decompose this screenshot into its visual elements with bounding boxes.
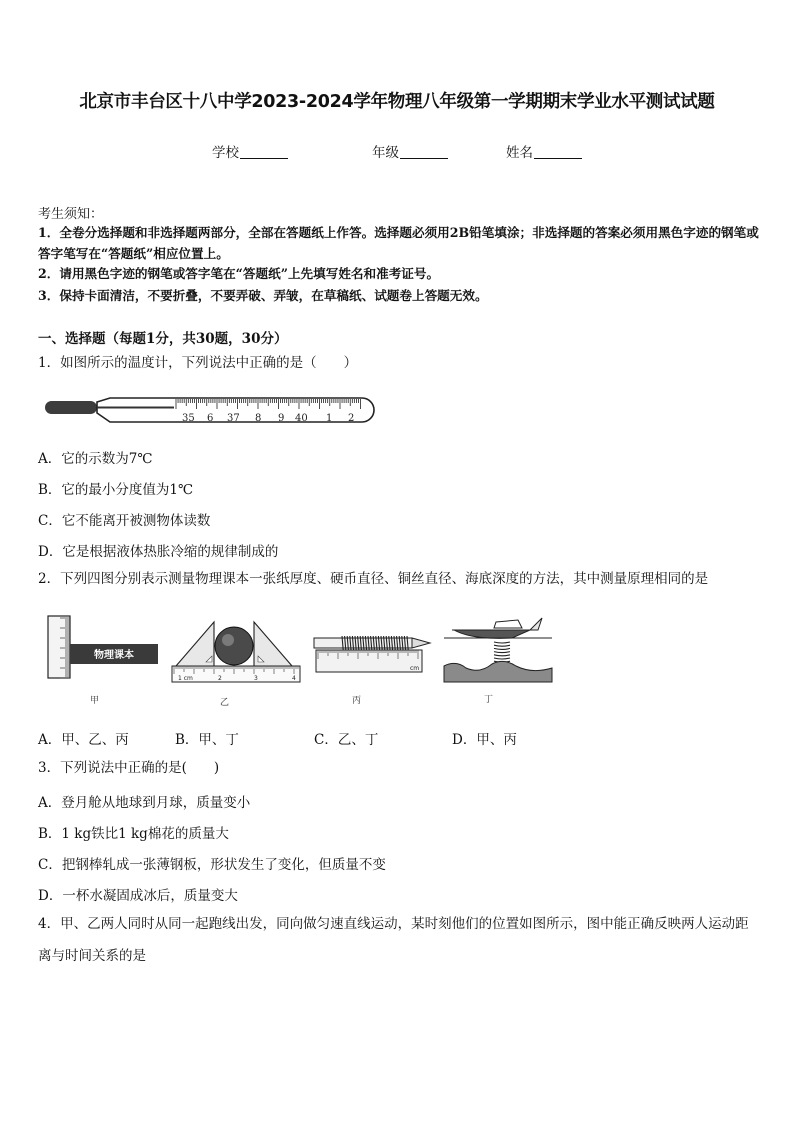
scale-label: 2: [348, 413, 355, 424]
ruler-label: 2: [218, 675, 222, 682]
school-label: 学校: [212, 145, 239, 161]
q2-option-a[interactable]: A．甲、乙、丙: [38, 732, 129, 748]
question-3-stem: 3．下列说法中正确的是( ): [38, 760, 220, 776]
ruler-label: 1 cm: [178, 675, 193, 682]
scale-label: 35: [182, 413, 195, 424]
figure-ding-sea-depth: [442, 610, 554, 684]
notice-item-2: 2．请用黑色字迹的钢笔或答字笔在“答题纸”上先填写姓名和准考证号。: [38, 266, 440, 281]
ship-cabin: [494, 620, 522, 628]
question-1-stem: 1．如图所示的温度计，下列说法中正确的是（ ）: [38, 355, 358, 371]
figure-jia-book-thickness: [46, 612, 162, 684]
coin: [215, 627, 253, 665]
caption-bing: 丙: [352, 696, 362, 706]
name-blank[interactable]: [534, 146, 582, 159]
q2-option-c[interactable]: C．乙、丁: [314, 732, 379, 748]
scale-label: 1: [326, 413, 333, 424]
sonar-waves: [494, 642, 510, 662]
scale-label: 9: [278, 413, 285, 424]
q2-option-d[interactable]: D．甲、丙: [452, 732, 517, 748]
school-blank[interactable]: [240, 146, 288, 159]
q3-option-b[interactable]: B．1 kg铁比1 kg棉花的质量大: [38, 826, 229, 842]
ship-hull: [454, 630, 530, 638]
wire-ruler: [316, 650, 422, 672]
q3-option-a[interactable]: A．登月舱从地球到月球，质量变小: [38, 795, 251, 811]
grade-label: 年级: [372, 145, 399, 161]
page-title: 北京市丰台区十八中学2023-2024学年物理八年级第一学期期末学业水平测试试题: [79, 92, 715, 112]
figure-bing-wire-diameter: [312, 628, 436, 684]
q1-option-b[interactable]: B．它的最小分度值为1℃: [38, 482, 194, 498]
scale-label: 40: [295, 413, 308, 424]
wire-ruler-unit: cm: [410, 665, 420, 672]
question-4-stem: 4．甲、乙两人同时从同一起跑线出发，同向做匀速直线运动，某时刻他们的位置如图所示，图中能正确反映两人运动距离与时间关系的是: [38, 916, 749, 964]
grade-blank[interactable]: [400, 146, 448, 159]
q1-option-a[interactable]: A．它的示数为7℃: [38, 451, 153, 467]
q3-option-d[interactable]: D．一杯水凝固成冰后，质量变大: [38, 888, 238, 904]
scale-label: 8: [255, 413, 262, 424]
figure-yi-coin-diameter: [168, 618, 304, 686]
ruler-label: 4: [292, 675, 296, 682]
notice-item-1: 1．全卷分选择题和非选择题两部分，全部在答题纸上作答。选择题必须用2B铅笔填涂；非选择题的答案必须用黑色字迹的钢笔或答字笔写在“答题纸”相应位置上。: [38, 225, 759, 261]
scale-label: 37: [227, 413, 240, 424]
q2-option-b[interactable]: B．甲、丁: [175, 732, 239, 748]
caption-yi: 乙: [220, 698, 230, 708]
name-field[interactable]: [506, 141, 582, 161]
q1-option-d[interactable]: D．它是根据液体热胀冷缩的规律制成的: [38, 544, 279, 560]
school-field[interactable]: [212, 141, 288, 161]
q3-option-c[interactable]: C．把钢棒轧成一张薄钢板，形状发生了变化，但质量不变: [38, 857, 386, 873]
name-label: 姓名: [506, 145, 533, 161]
notice-item-3: 3．保持卡面清洁，不要折叠，不要弄破、弄皱，在草稿纸、试题卷上答题无效。: [38, 288, 488, 303]
question-2-stem: 2．下列四图分别表示测量物理课本一张纸厚度、硬币直径、铜丝直径、海底深度的方法，其中测量原理相同的是: [38, 571, 709, 587]
ruler-label: 3: [254, 675, 258, 682]
sea-floor: [444, 661, 552, 682]
thermometer-ticks: [176, 399, 361, 409]
notice-heading: 考生须知：: [38, 207, 104, 222]
thermometer-figure: [44, 392, 376, 424]
caption-jia: 甲: [90, 696, 100, 706]
vertical-ruler: [48, 616, 70, 678]
caption-ding: 丁: [484, 695, 494, 705]
scale-label: 6: [207, 413, 214, 424]
q1-option-c[interactable]: C．它不能离开被测物体读数: [38, 513, 211, 529]
book-label: 物理课本: [94, 650, 134, 661]
section-heading: 一、选择题（每题1分，共30题，30分）: [38, 331, 288, 347]
grade-field[interactable]: [372, 141, 448, 161]
